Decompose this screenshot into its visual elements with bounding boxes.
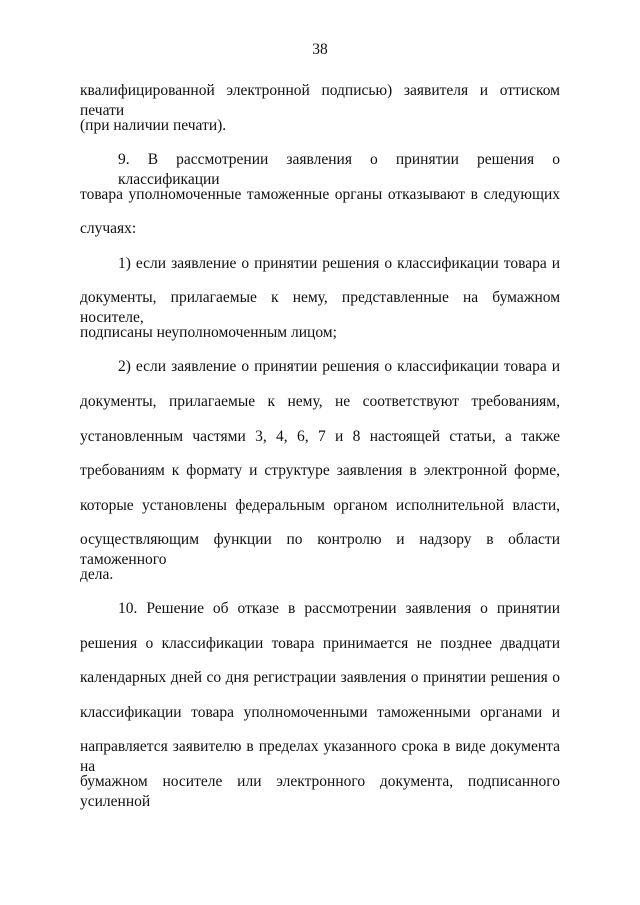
text-line: товара уполномоченные таможенные органы отказывают в следующих: [80, 185, 560, 203]
text-line: установленным частями 3, 4, 6, 7 и 8 настоящей статьи, а также: [80, 427, 560, 445]
text-line: которые установлены федеральным органом исполнительной власти,: [80, 496, 560, 514]
text-line: (при наличии печати).: [80, 116, 227, 134]
text-line: документы, прилагаемые к нему, представленные на бумажном носителе,: [80, 289, 560, 327]
text-line: 1) если заявление о принятии решения о классификации товара и: [118, 254, 560, 272]
page-number: 38: [312, 41, 328, 58]
text-line: направляется заявителю в пределах указанного срока в виде документа на: [80, 738, 560, 776]
text-line: требованиям к формату и структуре заявления в электронной форме,: [80, 462, 560, 480]
text-line: осуществляющим функции по контролю и надзору в области таможенного: [80, 531, 560, 569]
text-line: классификации товара уполномоченными таможенными органами и: [80, 703, 560, 721]
text-line: документы, прилагаемые к нему, не соответствуют требованиям,: [80, 392, 560, 410]
text-line: 2) если заявление о принятии решения о классификации товара и: [118, 358, 560, 376]
text-line: 9. В рассмотрении заявления о принятии решения о классификации: [118, 151, 560, 189]
text-line: дела.: [80, 565, 114, 583]
text-line: календарных дней со дня регистрации заявления о принятии решения о: [80, 669, 560, 687]
text-line: случаях:: [80, 220, 137, 238]
text-line: решения о классификации товара принимается не позднее двадцати: [80, 634, 560, 652]
text-line: 10. Решение об отказе в рассмотрении заявления о принятии: [118, 600, 560, 618]
text-line: подписаны неуполномоченным лицом;: [80, 323, 337, 341]
text-line: бумажном носителе или электронного документа, подписанного усиленной: [80, 773, 560, 810]
text-line: квалифицированной электронной подписью) заявителя и оттиском печати: [80, 82, 560, 119]
